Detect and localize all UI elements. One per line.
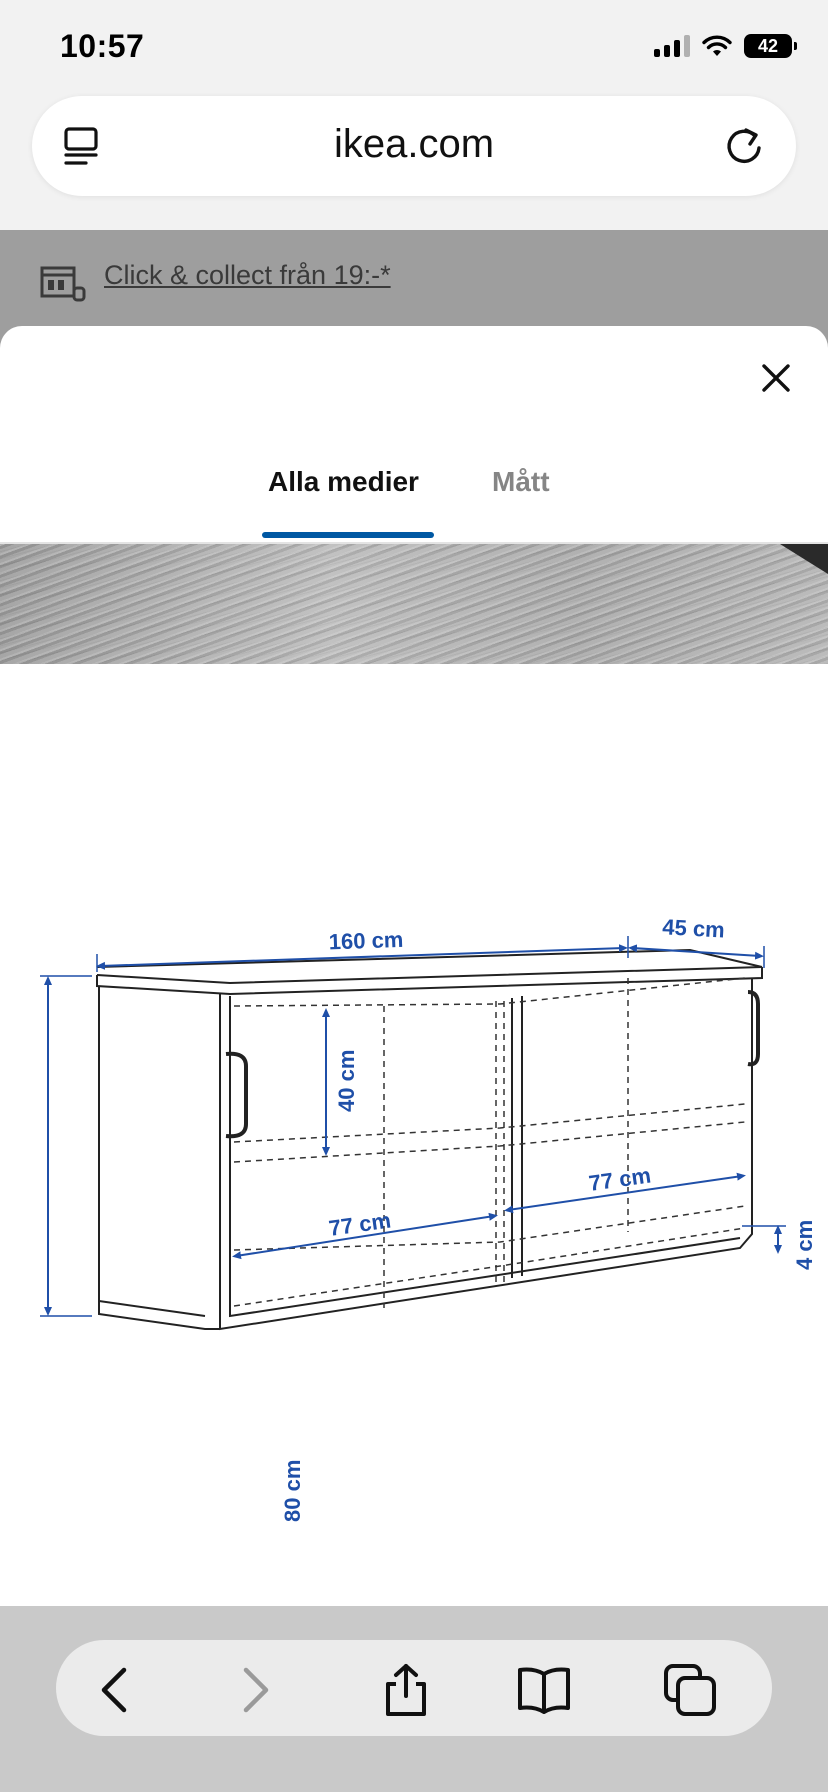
tab-dimensions[interactable]: Mått [492,466,550,497]
dimension-drawing[interactable] [0,846,828,1522]
status-time: 10:57 [60,28,145,64]
address-bar[interactable] [32,96,796,196]
forward-icon[interactable] [226,1662,282,1718]
back-icon[interactable] [88,1662,144,1718]
bookmarks-icon[interactable] [516,1662,572,1718]
wood-texture-image[interactable] [0,544,828,664]
media-sheet [0,326,828,1606]
dim-label-depth: 45 cm [661,914,726,943]
tab-all-media[interactable]: Alla medier [268,466,419,497]
active-tab-indicator [262,532,434,538]
wifi-icon [702,34,732,58]
image-corner-shadow [780,544,828,574]
dim-label-shelf-height: 40 cm [334,1049,359,1112]
cabinet-outline [97,950,762,1329]
reload-icon[interactable] [722,124,766,168]
battery-icon: 42 [744,34,792,58]
dim-label-height: 80 cm [280,1459,305,1522]
browser-toolbar [0,1606,828,1792]
url-text[interactable]: ikea.com [333,122,495,166]
status-bar [0,0,828,96]
cellular-signal-icon [654,35,690,57]
share-icon[interactable] [378,1662,434,1718]
click-collect-link[interactable]: Click & collect från 19:-* [104,260,391,290]
close-icon[interactable] [754,356,798,400]
store-pickup-icon [40,262,86,302]
dim-label-width: 160 cm [328,926,404,955]
status-icons [654,34,792,58]
dim-label-plinth: 4 cm [792,1219,817,1270]
dim-label-inner-left: 77 cm [327,1207,393,1241]
tabs-icon[interactable] [662,1662,718,1718]
dim-label-inner-right: 77 cm [587,1162,653,1196]
toolbar-pill [56,1640,772,1736]
